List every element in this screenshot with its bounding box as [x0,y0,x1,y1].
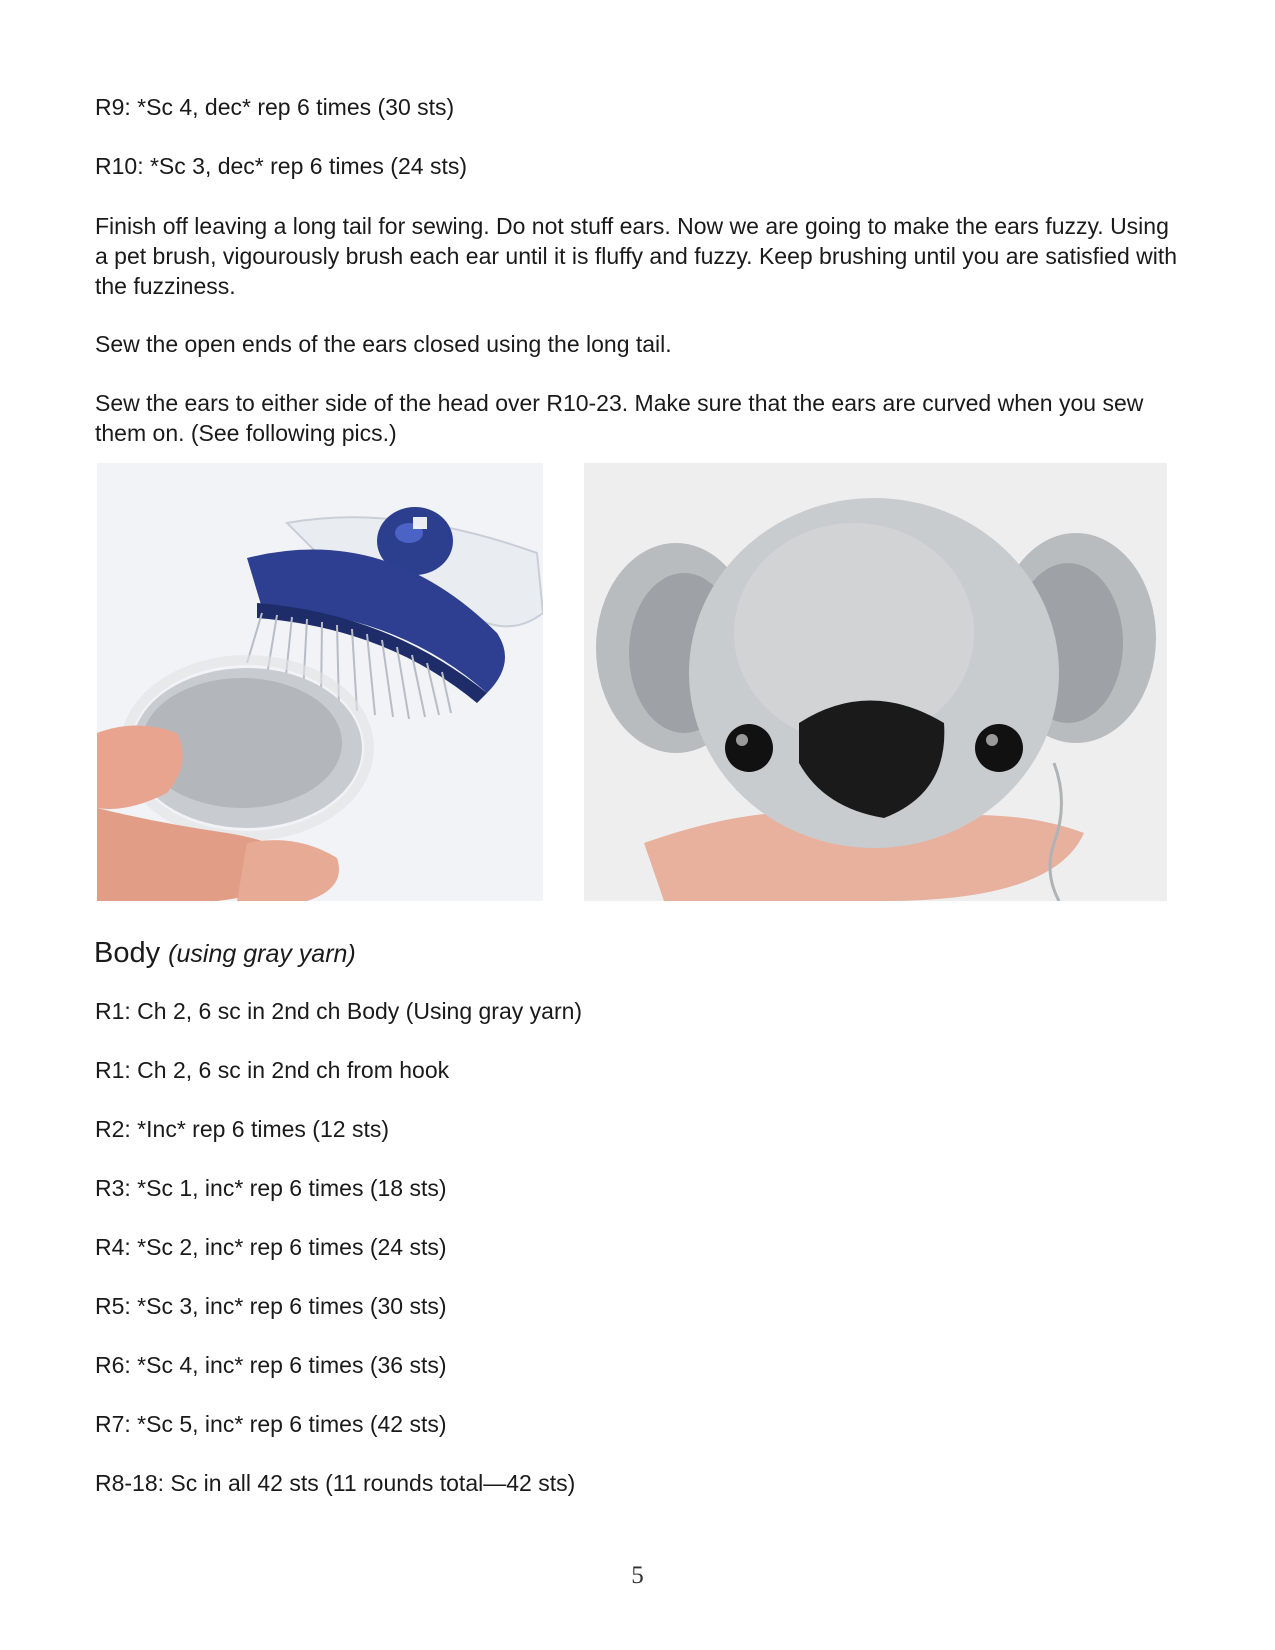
pet-brush-photo [97,463,543,901]
body-section-subtitle: (using gray yarn) [168,940,356,968]
body-round: R6: *Sc 4, inc* rep 6 times (36 sts) [95,1352,447,1378]
body-round: R3: *Sc 1, inc* rep 6 times (18 sts) [95,1175,447,1201]
body-round: R8-18: Sc in all 42 sts (11 rounds total—42 sts) [95,1470,576,1496]
body-round: R5: *Sc 3, inc* rep 6 times (30 sts) [95,1293,447,1319]
body-section-heading [94,935,356,972]
body-section-title: Body [94,937,161,969]
body-round: R2: *Inc* rep 6 times (12 sts) [95,1116,389,1142]
round-r9: R9: *Sc 4, dec* rep 6 times (30 sts) [95,94,455,120]
body-round: R1: Ch 2, 6 sc in 2nd ch Body (Using gray yarn) [95,998,583,1024]
page-number: 5 [631,1562,644,1589]
sew-ears-paragraph: Sew the ears to either side of the head over R10-23. Make sure that the ears are curved when you sew them on. (See following pics.) [95,390,1144,446]
pet-brush-illustration [97,463,543,901]
body-round: R4: *Sc 2, inc* rep 6 times (24 sts) [95,1234,447,1260]
body-round: R1: Ch 2, 6 sc in 2nd ch from hook [95,1057,450,1083]
koala-head-photo [584,463,1167,901]
sew-ends-paragraph: Sew the open ends of the ears closed using the long tail. [95,331,672,357]
finish-off-paragraph: Finish off leaving a long tail for sewing. Do not stuff ears. Now we are going to make the ears fuzzy. Using a pet brush, vigourously brush each ear until it is fluffy and fuzzy. Keep brushing until you are satisfied with the fuzziness. [95,213,1178,299]
body-round: R7: *Sc 5, inc* rep 6 times (42 sts) [95,1411,447,1437]
koala-head-illustration [584,463,1167,901]
round-r10: R10: *Sc 3, dec* rep 6 times (24 sts) [95,153,467,179]
